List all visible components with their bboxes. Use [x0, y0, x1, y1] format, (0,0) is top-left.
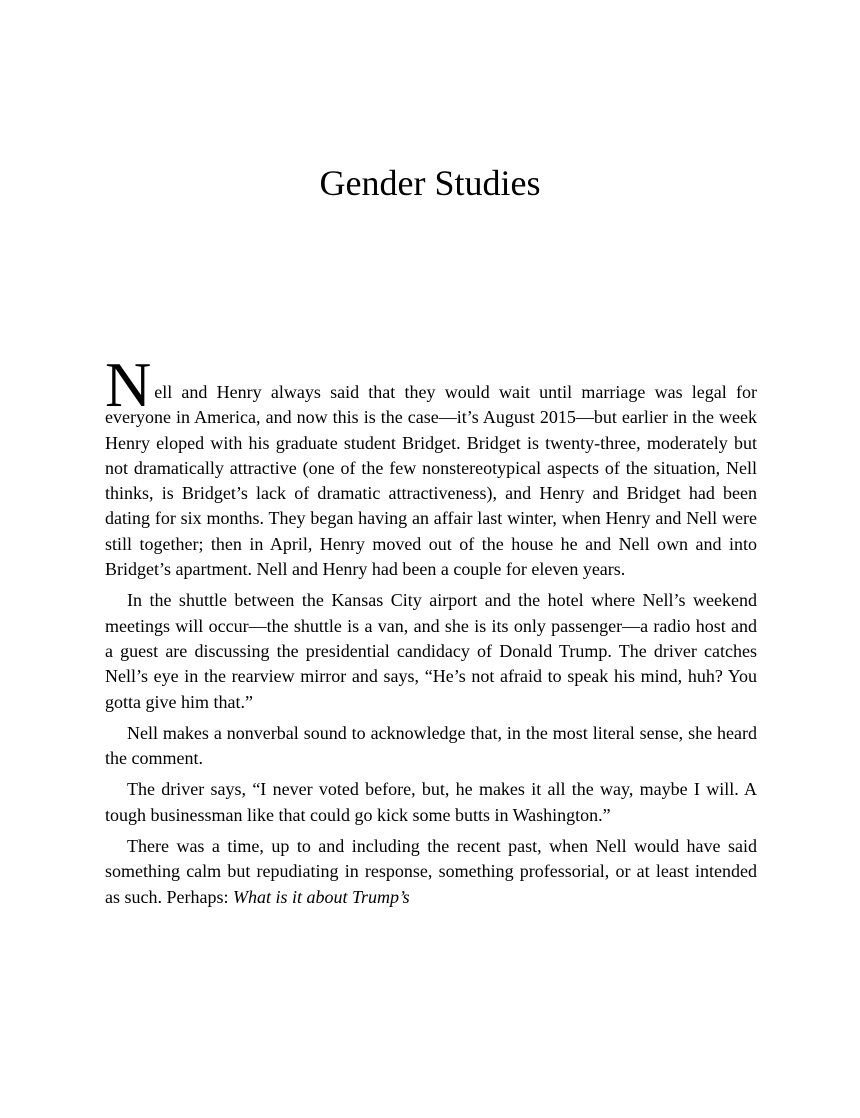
drop-cap-initial: N — [105, 349, 152, 420]
paragraph-nonverbal: Nell makes a nonverbal sound to acknowledge that, in the most literal sense, she heard the comment. — [105, 722, 757, 769]
chapter-title: Gender Studies — [319, 163, 541, 203]
paragraph-driver: The driver says, “I never voted before, but, he makes it all the way, maybe I will. A tough businessman like that could go kick some butts in Washington.” — [105, 779, 757, 825]
paragraph-opening-text: ell and Henry always said that they would wait until marriage was legal for everyone in America, and now this is the case—it’s August 2015—but earlier in the week Henry eloped with his graduate student Bridget. Bridget is twenty-three, moderately but not dramatically attractive (one of the few nonstereotypical aspects of the situation, Nell thinks, is Bridget’s lack of dramatic attractiveness), and Henry and Bridget had been dating for six months. They began having an affair last winter, when Henry and Nell were still together; then in April, Henry moved out of the house he and Nell own and into Bridget’s apartment. Nell and Henry had been a couple for eleven years. — [105, 382, 757, 580]
book-page — [0, 161, 860, 1118]
paragraph-there-was-a-time-text: There was a time, up to and including the recent past, when Nell would have said something calm but repudiating in response, something professorial, or at least intended as such. Perhaps: — [105, 836, 757, 907]
story-body — [105, 349, 757, 910]
paragraph-there-was-a-time — [105, 834, 757, 910]
italic-phrase: What is it about Trump’s — [232, 886, 410, 907]
paragraph-shuttle: In the shuttle between the Kansas City airport and the hotel where Nell’s weekend meetings will occur—the shuttle is a van, and she is its only passenger—a radio host and a guest are discussing the presidential candidacy of Donald Trump. The driver catches Nell’s eye in the rearview mirror and says, “He’s not afraid to speak his mind, huh? You gotta give him that.” — [105, 590, 757, 712]
paragraph-opening — [105, 349, 757, 582]
